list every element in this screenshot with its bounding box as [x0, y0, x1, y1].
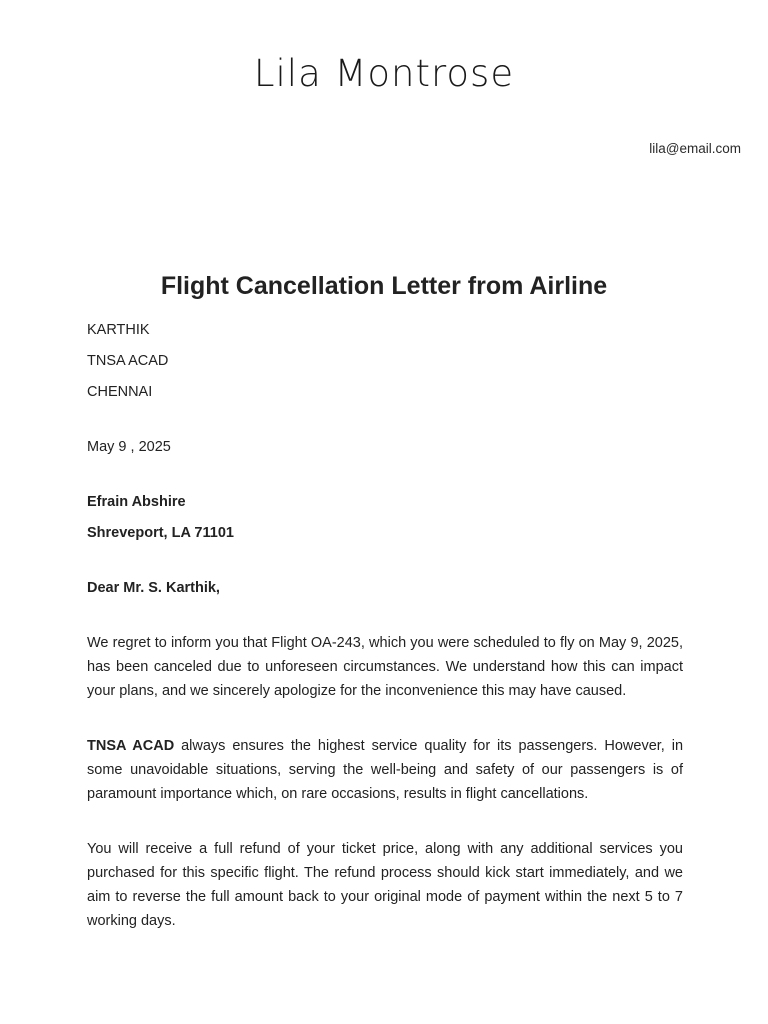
sender-name: Lila Montrose [253, 52, 515, 95]
paragraph-2 [87, 734, 683, 806]
from-address-line-3: CHENNAI [87, 384, 153, 400]
from-address-line-1: KARTHIK [87, 322, 150, 338]
recipient-name: Efrain Abshire [87, 494, 186, 510]
paragraph-2-text: always ensures the highest service quality for its passengers. However, in some unavoidable situations, serving the well-being and safety of our passengers is of paramount importance which, on rare occasions, results in flight cancellations. [87, 738, 684, 802]
from-address-line-2: TNSA ACAD [87, 353, 169, 369]
letter-body [87, 318, 683, 933]
paragraph-1: We regret to inform you that Flight OA-243, which you were scheduled to fly on May 9, 2025, has been canceled due to unforeseen circumstances. We understand how this can impact your plans, and we sincerely apologize for the inconvenience this may have caused. [87, 635, 683, 699]
recipient-address: Shreveport, LA 71101 [87, 525, 234, 541]
paragraph-3: You will receive a full refund of your ticket price, along with any additional services you purchased for this specific flight. The refund process should kick start immediately, and we aim to reverse the full amount back to your original mode of payment within the next 5 to 7 working days. [87, 841, 683, 929]
sender-email: lila@email.com [649, 141, 741, 156]
salutation: Dear Mr. S. Karthik, [87, 580, 220, 596]
letter-date: May 9 , 2025 [87, 439, 171, 455]
letter-title: Flight Cancellation Letter from Airline [160, 272, 608, 300]
company-name: TNSA ACAD [87, 738, 175, 754]
